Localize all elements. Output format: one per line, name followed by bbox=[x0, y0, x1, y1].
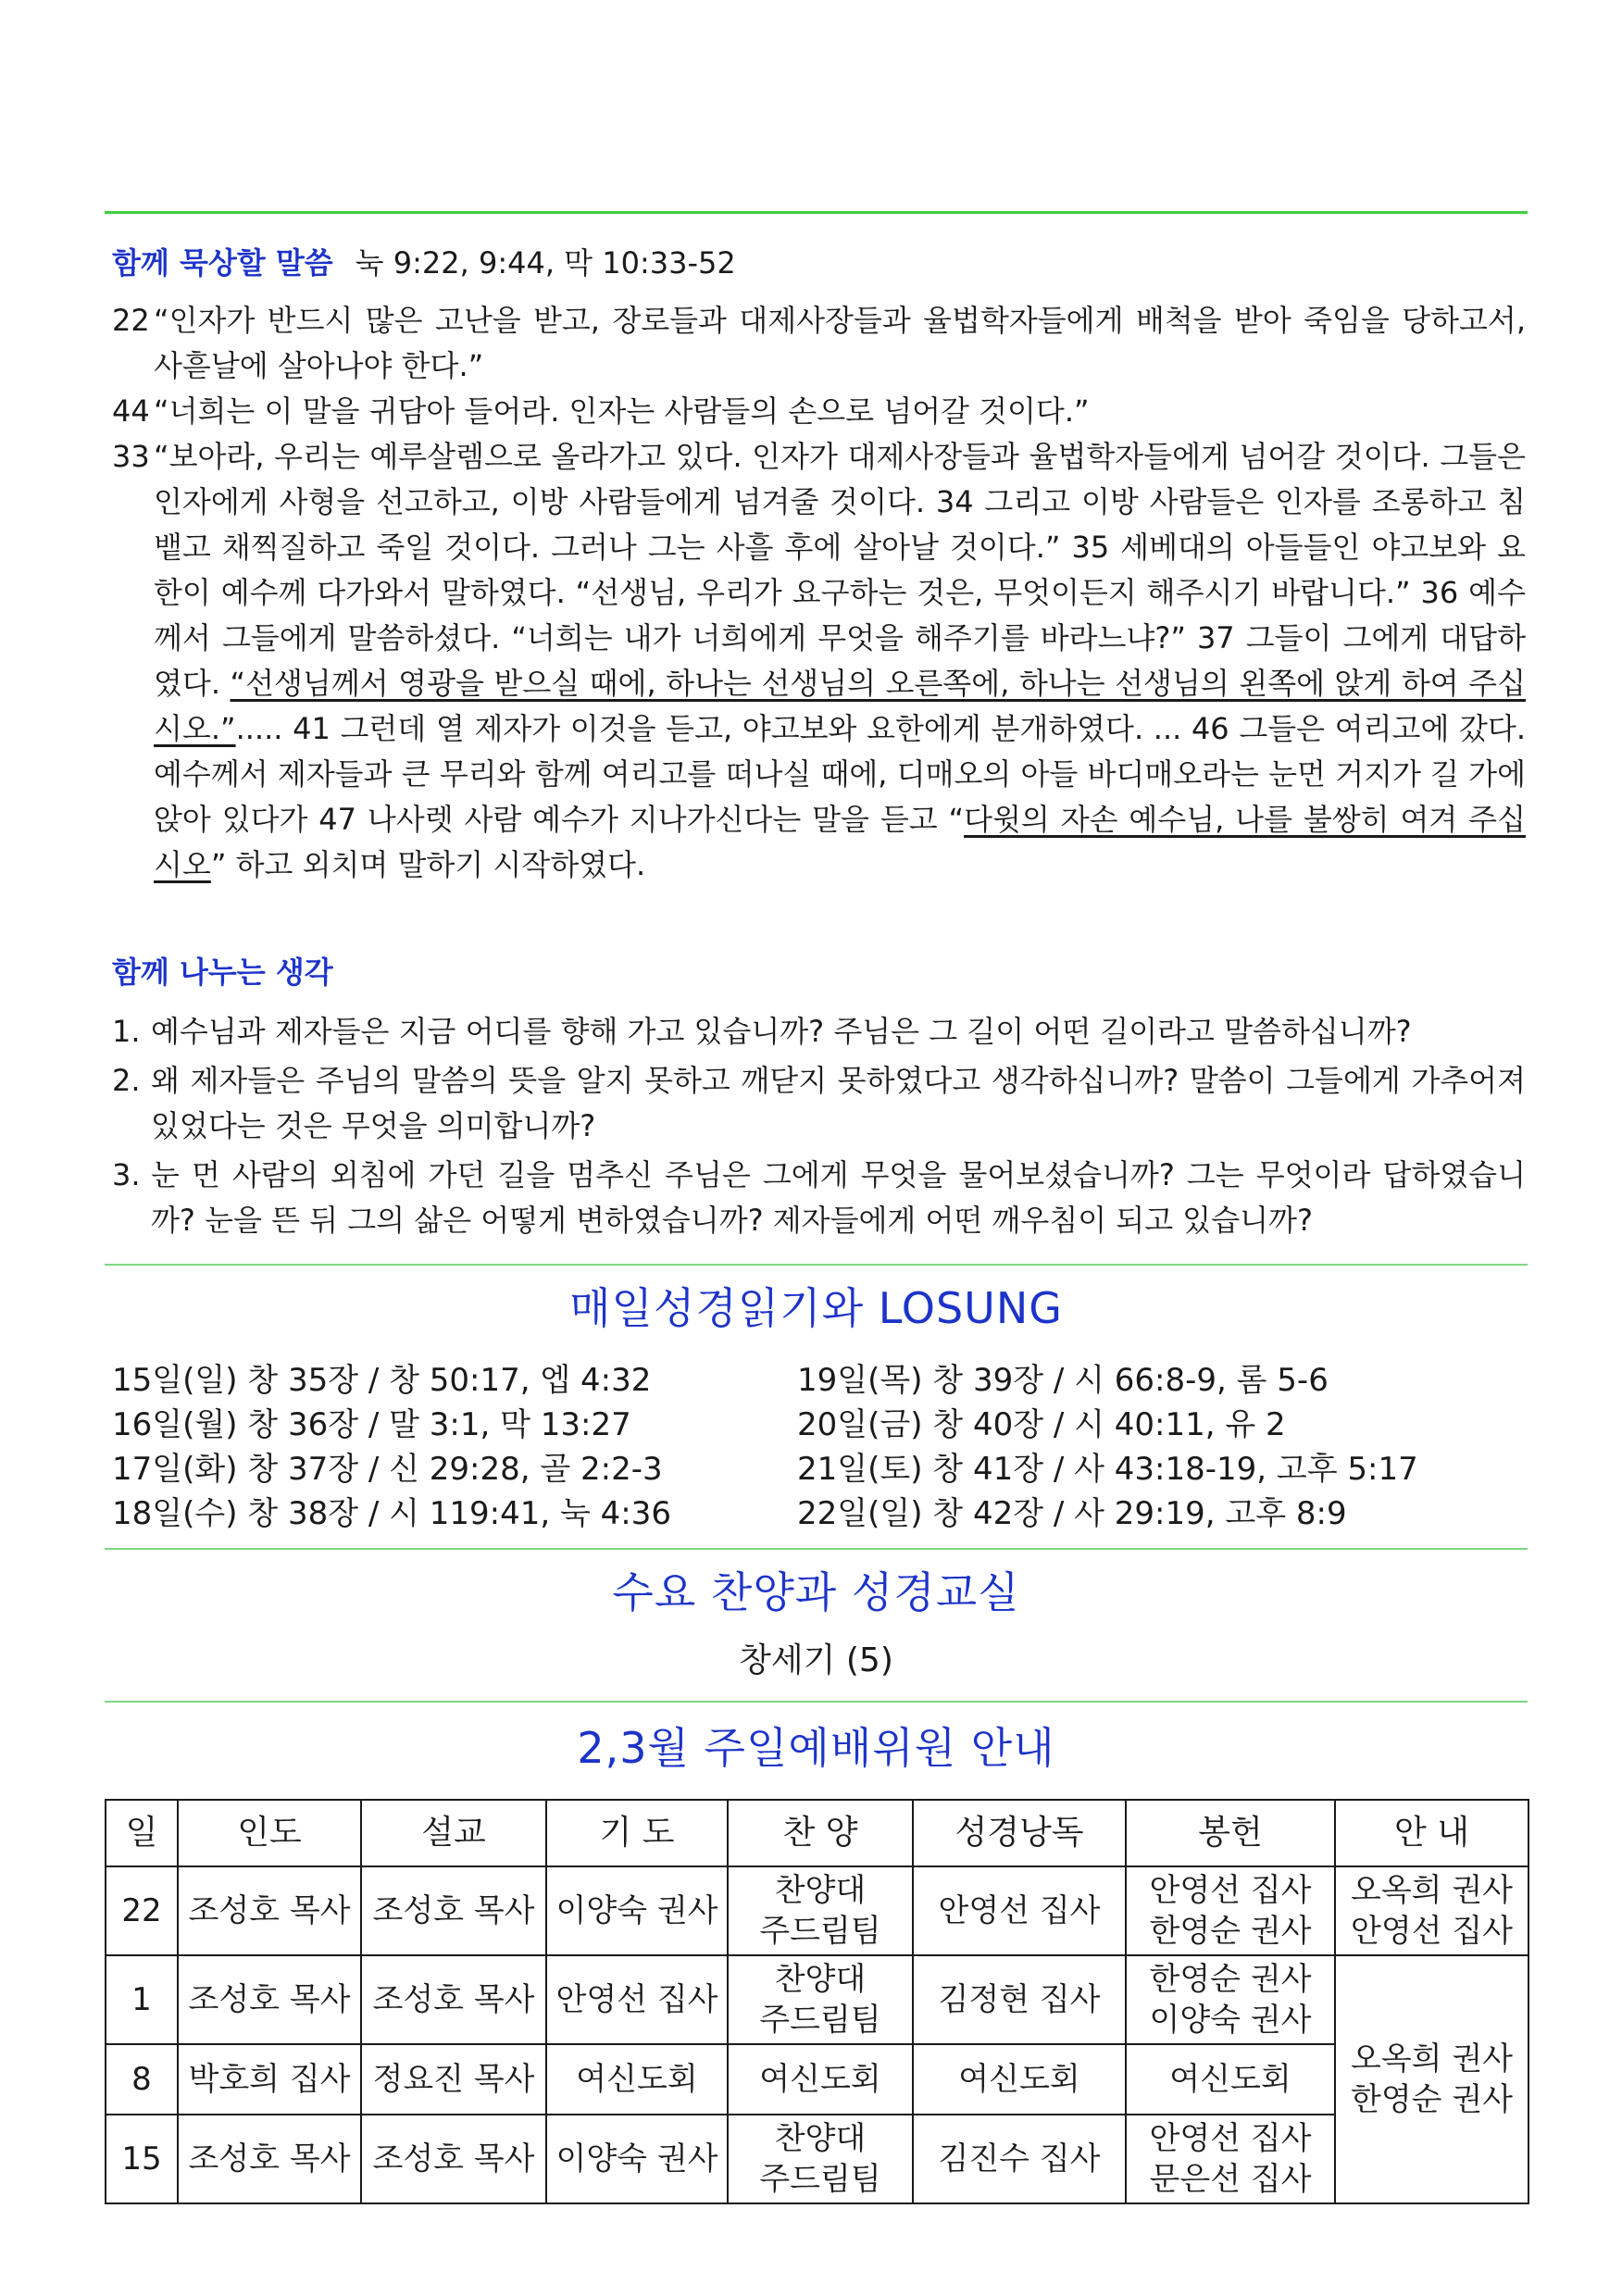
offering-line: 한영순 권사 bbox=[1149, 1913, 1312, 1950]
day-cell: 15 bbox=[106, 2115, 178, 2203]
offering-line: 안영선 집사 bbox=[1149, 2120, 1312, 2157]
question-list bbox=[112, 1009, 1526, 1247]
day-cell: 8 bbox=[106, 2044, 178, 2115]
column-header: 성경낭독 bbox=[913, 1800, 1126, 1866]
top-divider bbox=[105, 211, 1528, 214]
verse bbox=[112, 298, 1526, 389]
reading-left-3: 17일(화) 창 37장 / 신 29:28, 골 2:2-3 bbox=[112, 1451, 663, 1488]
verse-number: 44 bbox=[112, 393, 150, 429]
verse bbox=[112, 434, 1526, 888]
praise-cell bbox=[728, 1955, 913, 2044]
praise-cell: 여신도회 bbox=[728, 2044, 913, 2115]
verse-text: ” 하고 외치며 말하기 시작하였다. bbox=[210, 847, 646, 882]
question-text: 눈 먼 사람의 외침에 가던 길을 멈추신 주님은 그에게 무엇을 물어보셨습니까? 그는 무엇이라 답하였습니까? 눈을 뜬 뒤 그의 삶은 어떻게 변하였습니까? 제자들에게 어떤 깨우침이 되고 있습니까? bbox=[151, 1157, 1526, 1238]
table-row bbox=[106, 1955, 1528, 2044]
underlined-quote: “선생님께서 영광을 받으실 때에, 하나는 선생님의 오른쪽에, 하나는 선생님의 왼쪽에 앉게 하여 주십시오.” bbox=[154, 666, 1527, 746]
daily-reading-title: 매일성경읽기와 LOSUNG bbox=[569, 1283, 1063, 1333]
reading-left-1: 15일(일) 창 35장 / 창 50:17, 엡 4:32 bbox=[112, 1362, 652, 1399]
sermon-cell: 조성호 목사 bbox=[361, 1955, 546, 2044]
verse-number: 33 bbox=[112, 439, 150, 474]
usher-cell bbox=[1335, 1866, 1528, 1955]
column-header: 안 내 bbox=[1335, 1800, 1528, 1866]
question-number: 3. bbox=[112, 1157, 141, 1192]
question-number: 2. bbox=[112, 1063, 141, 1098]
sermon-cell: 조성호 목사 bbox=[361, 1866, 546, 1955]
usher-line: 안영선 집사 bbox=[1350, 1913, 1514, 1950]
reading-right-4: 22일(일) 창 42장 / 사 29:19, 고후 8:9 bbox=[797, 1495, 1347, 1532]
underlined-quote: 다윗의 자손 예수님, 나를 불쌍히 여겨 주십시오 bbox=[154, 802, 1526, 882]
offering-line: 이양숙 권사 bbox=[1149, 2002, 1312, 2039]
wednesday-subtitle: 창세기 (5) bbox=[739, 1641, 893, 1679]
day-cell: 1 bbox=[106, 1955, 178, 2044]
reading-right-2: 20일(금) 창 40장 / 시 40:11, 유 2 bbox=[797, 1406, 1286, 1443]
verse-text: ..... 41 그런데 열 제자가 이것을 듣고, 야고보와 요한에게 분개하였다. ... 46 그들은 여리고에 갔다. 예수께서 제자들과 큰 무리와 함께 여리고를 떠나실 때에, 디매오의 아들 바디매오라는 눈먼 거지가 길 가에 앉아 있다가 47 나사렛 사람 예수가 지나가신다는 말을 듣고 “ bbox=[154, 711, 1527, 837]
usher-line: 오옥희 권사 bbox=[1350, 1872, 1514, 1909]
reading-cell: 김정현 집사 bbox=[913, 1955, 1126, 2044]
praise-cell bbox=[728, 2115, 913, 2203]
section-divider bbox=[105, 1701, 1528, 1703]
praise-line: 주드림팀 bbox=[759, 2002, 881, 2039]
wednesday-title: 수요 찬양과 성경교실 bbox=[612, 1567, 1020, 1617]
prayer-cell: 이양숙 권사 bbox=[546, 2115, 728, 2203]
list-item bbox=[112, 1009, 1526, 1054]
table-header-row bbox=[106, 1800, 1528, 1866]
prayer-cell: 여신도회 bbox=[546, 2044, 728, 2115]
verse-number: 22 bbox=[112, 303, 150, 338]
reading-cell: 안영선 집사 bbox=[913, 1866, 1126, 1955]
praise-cell bbox=[728, 1866, 913, 1955]
sermon-cell: 정요진 목사 bbox=[361, 2044, 546, 2115]
question-text: 예수님과 제자들은 지금 어디를 향해 가고 있습니까? 주님은 그 길이 어떤 길이라고 말씀하십니까? bbox=[151, 1014, 1412, 1049]
usher-cell bbox=[1335, 1955, 1528, 2203]
prayer-cell: 이양숙 권사 bbox=[546, 1866, 728, 1955]
reading-left-4: 18일(수) 창 38장 / 시 119:41, 눅 4:36 bbox=[112, 1495, 672, 1532]
table-row bbox=[106, 2044, 1528, 2115]
column-header: 인도 bbox=[178, 1800, 361, 1866]
list-item bbox=[112, 1058, 1526, 1149]
offering-line: 한영순 권사 bbox=[1149, 1961, 1312, 1998]
praise-line: 찬양대 bbox=[774, 1872, 867, 1909]
sharing-title: 함께 나누는 생각 bbox=[112, 955, 333, 990]
verse-text: “너희는 이 말을 귀담아 들어라. 인자는 사람들의 손으로 넘어갈 것이다.” bbox=[154, 393, 1090, 429]
column-header: 일 bbox=[106, 1800, 178, 1866]
reading-cell: 여신도회 bbox=[913, 2044, 1126, 2115]
verse-text: “보아라, 우리는 예루살렘으로 올라가고 있다. 인자가 대제사장들과 율법학자들에게 넘어갈 것이다. 그들은 인자에게 사형을 선고하고, 이방 사람들에게 넘겨줄 것이다. 34 그리고 이방 사람들은 인자를 조롱하고 침 뱉고 채찍질하고 죽일 것이다. 그러나 그는 사흘 후에 살아날 것이다.” 35 세베대의 아들들인 야고보와 요한이 예수께 다가와서 말하였다. “선생님, 우리가 요구하는 것은, 무엇이든지 해주시기 바랍니다.” 36 예수께서 그들에게 말씀하셨다. “너희는 내가 너희에게 무엇을 해주기를 바라느냐?” 37 그들이 그에게 대답하였다. bbox=[154, 439, 1526, 701]
offering-cell: 여신도회 bbox=[1126, 2044, 1335, 2115]
verse-text: “인자가 반드시 많은 고난을 받고, 장로들과 대제사장들과 율법학자들에게 배척을 받아 죽임을 당하고서, 사흗날에 살아나야 한다.” bbox=[154, 303, 1526, 383]
reading-right-3: 21일(토) 창 41장 / 사 43:18-19, 고후 5:17 bbox=[797, 1451, 1418, 1488]
meditation-title: 함께 묵상할 말씀 bbox=[112, 245, 333, 281]
verse bbox=[112, 389, 1526, 434]
roster-title: 2,3월 주일예배위원 안내 bbox=[577, 1723, 1055, 1773]
column-header: 기 도 bbox=[546, 1800, 728, 1866]
praise-line: 주드림팀 bbox=[759, 2161, 881, 2198]
table-row bbox=[106, 1866, 1528, 1955]
offering-cell bbox=[1126, 1955, 1335, 2044]
offering-line: 안영선 집사 bbox=[1149, 1872, 1312, 1909]
question-text: 왜 제자들은 주님의 말씀의 뜻을 알지 못하고 깨닫지 못하였다고 생각하십니까? 말씀이 그들에게 가추어져 있었다는 것은 무엇을 의미합니까? bbox=[151, 1063, 1526, 1143]
lead-cell: 조성호 목사 bbox=[178, 1955, 361, 2044]
column-header: 설교 bbox=[361, 1800, 546, 1866]
lead-cell: 조성호 목사 bbox=[178, 2115, 361, 2203]
usher-line: 오옥희 권사 bbox=[1350, 2040, 1514, 2078]
worship-roster-table bbox=[105, 1799, 1529, 2204]
prayer-cell: 안영선 집사 bbox=[546, 1955, 728, 2044]
lead-cell: 조성호 목사 bbox=[178, 1866, 361, 1955]
section-divider bbox=[105, 1548, 1528, 1550]
praise-line: 주드림팀 bbox=[759, 1913, 881, 1950]
day-cell: 22 bbox=[106, 1866, 178, 1955]
meditation-reference: 눅 9:22, 9:44, 막 10:33-52 bbox=[355, 245, 736, 281]
reading-cell: 김진수 집사 bbox=[913, 2115, 1126, 2203]
reading-right-1: 19일(목) 창 39장 / 시 66:8-9, 롬 5-6 bbox=[797, 1362, 1329, 1399]
scripture-passage bbox=[112, 298, 1526, 888]
usher-line: 한영순 권사 bbox=[1350, 2081, 1514, 2118]
column-header: 찬 양 bbox=[728, 1800, 913, 1866]
sermon-cell: 조성호 목사 bbox=[361, 2115, 546, 2203]
daily-reading-list bbox=[112, 1358, 1526, 1536]
offering-cell bbox=[1126, 2115, 1335, 2203]
question-number: 1. bbox=[112, 1014, 141, 1049]
offering-cell bbox=[1126, 1866, 1335, 1955]
praise-line: 찬양대 bbox=[774, 1961, 867, 1998]
reading-left-2: 16일(월) 창 36장 / 말 3:1, 막 13:27 bbox=[112, 1406, 631, 1443]
offering-line: 문은선 집사 bbox=[1149, 2161, 1312, 2198]
column-header: 봉헌 bbox=[1126, 1800, 1335, 1866]
meditation-heading bbox=[112, 244, 736, 281]
table-row bbox=[106, 2115, 1528, 2203]
list-item bbox=[112, 1153, 1526, 1243]
praise-line: 찬양대 bbox=[774, 2120, 867, 2157]
lead-cell: 박호희 집사 bbox=[178, 2044, 361, 2115]
section-divider bbox=[105, 1264, 1528, 1266]
